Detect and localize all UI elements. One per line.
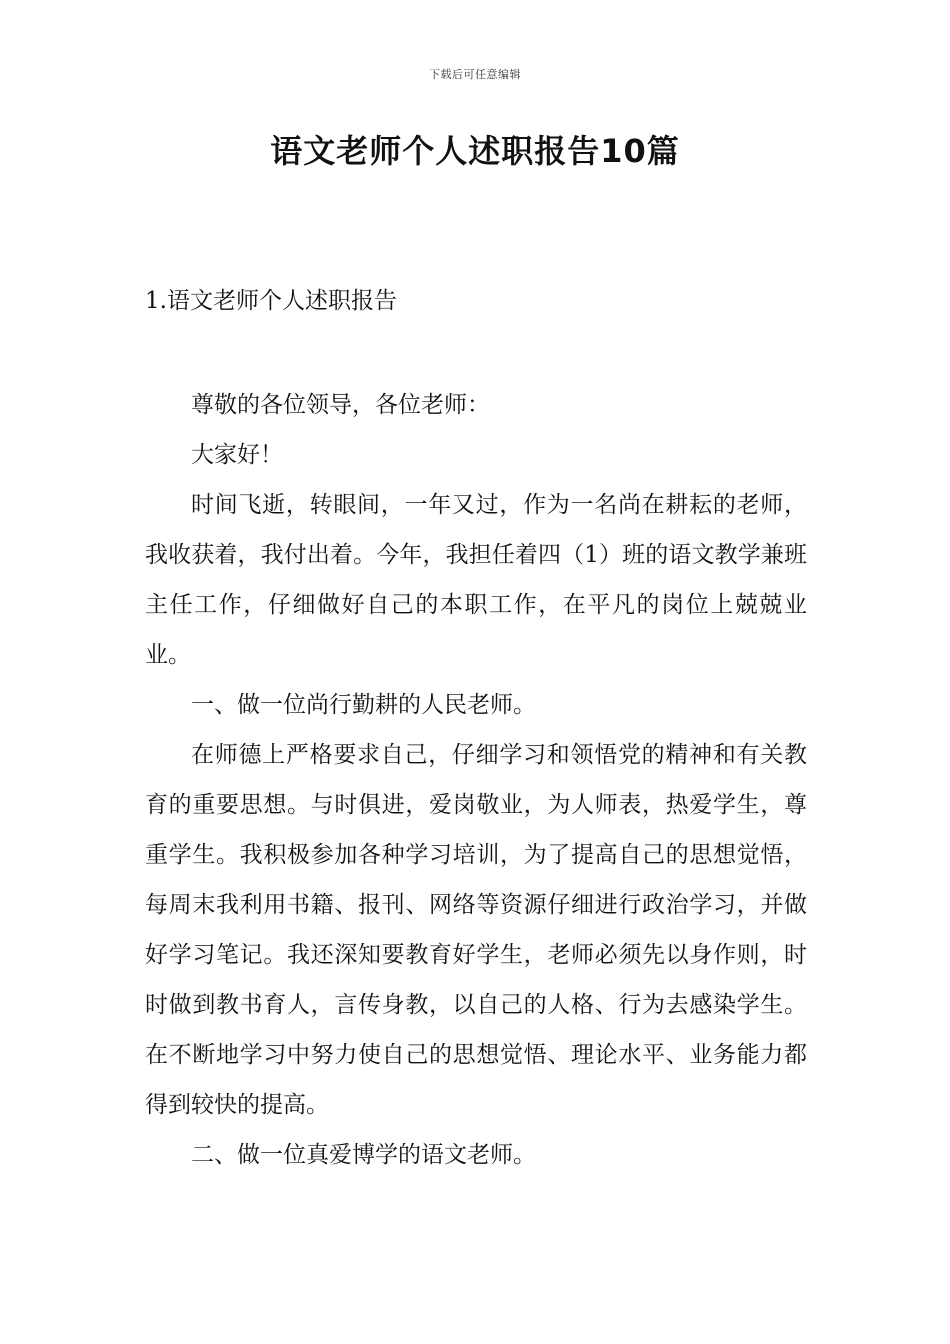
header-note: 下载后可任意编辑 — [429, 68, 521, 81]
paragraph-ethics: 在师德上严格要求自己，仔细学习和领悟党的精神和有关教育的重要思想。与时俱进，爱岗敬业，为人师表，热爱学生，尊重学生。我积极参加各种学习培训，为了提高自己的思想觉悟，每周末我利用书籍、报刊、网络等资源仔细进行政治学习，并做好学习笔记。我还深知要教育好学生，老师必须先以身作则，时时做到教书育人，言传身教，以自己的人格、行为去感染学生。在不断地学习中努力使自己的思想觉悟、理论水平、业务能力都得到较快的提高。 — [145, 742, 807, 1118]
section-heading: 1.语文老师个人述职报告 — [145, 288, 397, 314]
document-title: 语文老师个人述职报告10篇 — [270, 132, 680, 170]
paragraph-intro: 时间飞逝，转眼间，一年又过，作为一名尚在耕耘的老师，我收获着，我付出着。今年，我担任着四（1）班的语文教学兼班主任工作，仔细做好自己的本职工作，在平凡的岗位上兢兢业业。 — [145, 492, 807, 668]
document-body — [145, 380, 807, 1180]
paragraph-salutation: 尊敬的各位领导，各位老师： — [191, 392, 490, 418]
paragraph-greeting: 大家好！ — [191, 442, 283, 468]
paragraph-subheading-1: 一、做一位尚行勤耕的人民老师。 — [191, 692, 536, 718]
paragraph-subheading-2: 二、做一位真爱博学的语文老师。 — [191, 1142, 536, 1168]
